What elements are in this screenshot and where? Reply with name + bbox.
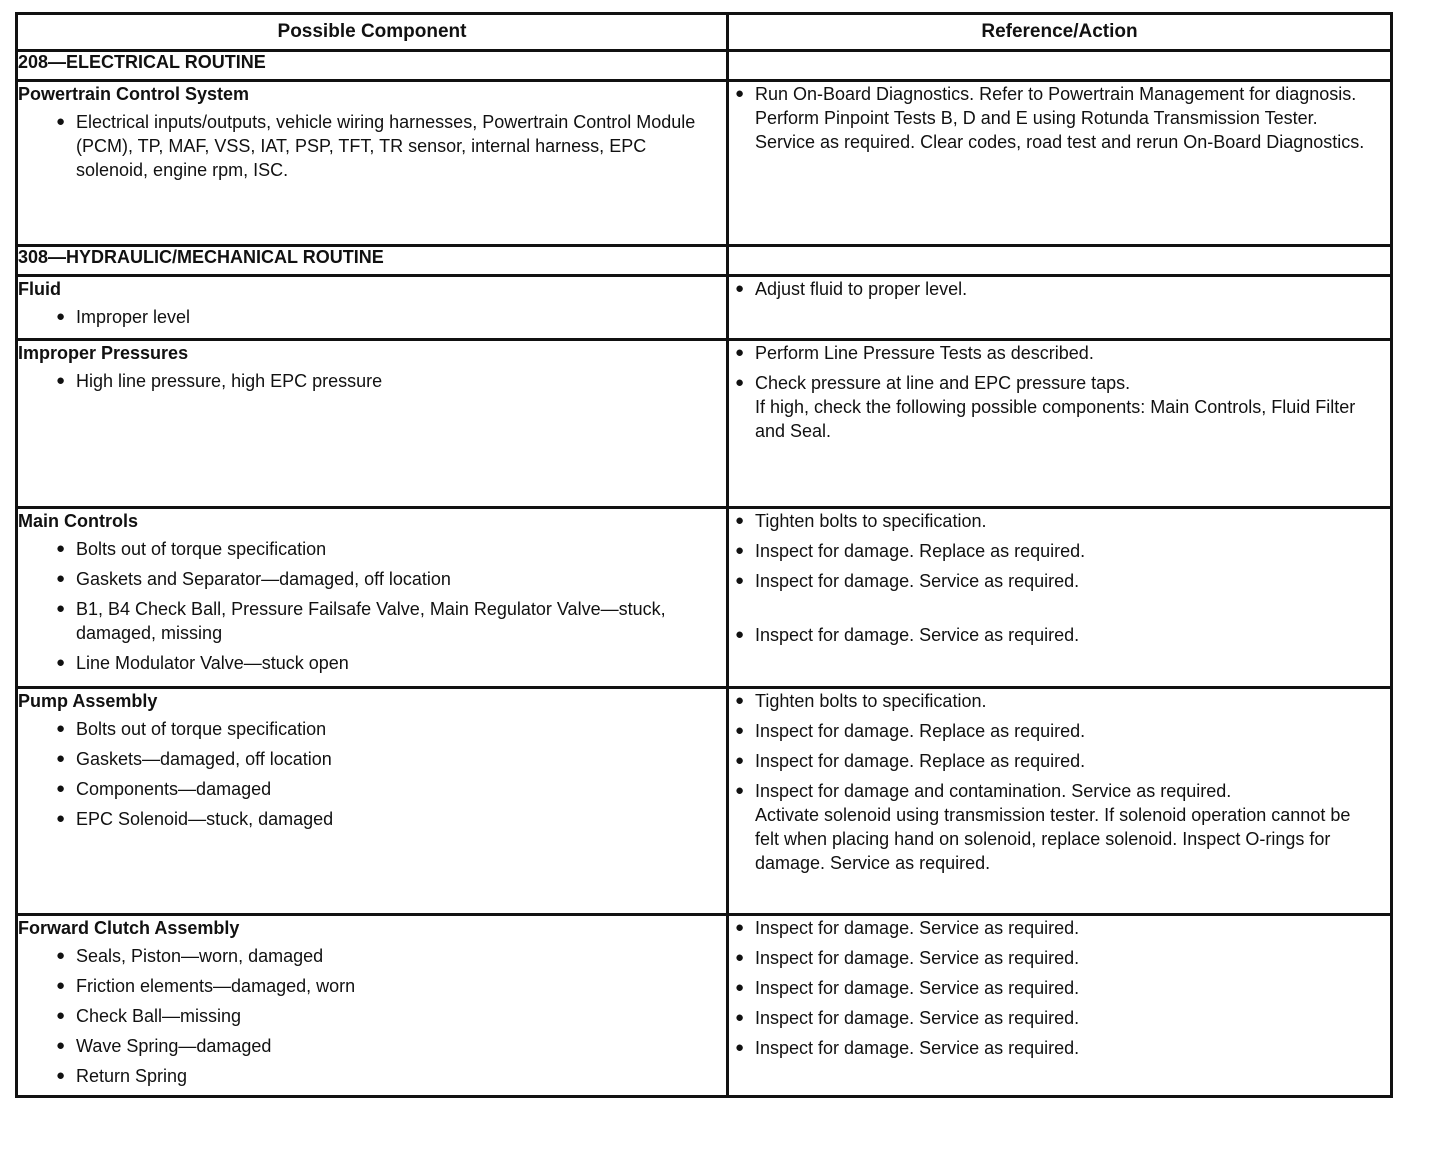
action-item: ● Check pressure at line and EPC pressure taps. xyxy=(729,371,1390,395)
action-cell xyxy=(728,81,1392,246)
component-cell xyxy=(17,81,728,246)
component-item: ● B1, B4 Check Ball, Pressure Failsafe Valve, Main Regulator Valve—stuck, damaged, missing xyxy=(18,597,726,645)
action-item: ● Inspect for damage. Service as required. xyxy=(729,976,1390,1000)
component-cell xyxy=(17,340,728,508)
action-item: ● Inspect for damage. Service as required. xyxy=(729,1006,1390,1030)
routine-empty-cell xyxy=(728,246,1392,276)
action-item: ● Inspect for damage. Service as required. xyxy=(729,623,1390,647)
action-item: ● Inspect for damage. Replace as required. xyxy=(729,539,1390,563)
routine-title-hydraulic: 308—HYDRAULIC/MECHANICAL ROUTINE xyxy=(17,246,728,276)
section-row-powertrain xyxy=(17,81,1392,246)
component-item: ● Gaskets—damaged, off location xyxy=(18,747,726,771)
component-item: ● Bolts out of torque specification xyxy=(18,717,726,741)
action-note: If high, check the following possible components: Main Controls, Fluid Filter and Seal. xyxy=(755,397,1356,441)
action-item: ● Inspect for damage. Service as required. xyxy=(729,916,1390,940)
action-item: ● Inspect for damage. Service as required. xyxy=(729,1036,1390,1060)
action-item: ● Inspect for damage. Service as required. xyxy=(729,946,1390,970)
action-cell xyxy=(728,915,1392,1097)
component-cell xyxy=(17,508,728,688)
section-row-forward-clutch xyxy=(17,915,1392,1097)
section-title: Powertrain Control System xyxy=(18,84,250,104)
component-item: ● Wave Spring—damaged xyxy=(18,1034,726,1058)
component-item: ● Electrical inputs/outputs, vehicle wiring harnesses, Powertrain Control Module (PCM), TP, MAF, VSS, IAT, PSP, TFT, TR sensor, internal harness, EPC solenoid, engine rpm, ISC. xyxy=(18,110,726,182)
action-item: ● Adjust fluid to proper level. xyxy=(729,277,1390,301)
routine-row-hydraulic xyxy=(17,246,1392,276)
component-item: ● High line pressure, high EPC pressure xyxy=(18,369,726,393)
routine-empty-cell xyxy=(728,51,1392,81)
component-cell xyxy=(17,276,728,340)
action-item: ● Run On-Board Diagnostics. Refer to Powertrain Management for diagnosis. Perform Pinpoint Tests B, D and E using Rotunda Transmission Tester. xyxy=(729,82,1390,130)
action-note: Activate solenoid using transmission tester. If solenoid operation cannot be felt when placing hand on solenoid, replace solenoid. Inspect O-rings for damage. Service as required. xyxy=(755,805,1351,873)
component-item: ● Friction elements—damaged, worn xyxy=(18,974,726,998)
action-item: ● Inspect for damage. Replace as required. xyxy=(729,719,1390,743)
section-row-main-controls xyxy=(17,508,1392,688)
component-item: ● Return Spring xyxy=(18,1064,726,1088)
action-cell xyxy=(728,688,1392,915)
component-item: ● Components—damaged xyxy=(18,777,726,801)
routine-row-electrical xyxy=(17,51,1392,81)
diagnosis-table xyxy=(15,12,1393,1098)
routine-title-electrical: 208—ELECTRICAL ROUTINE xyxy=(17,51,728,81)
component-item: ● Bolts out of torque specification xyxy=(18,537,726,561)
action-cell xyxy=(728,508,1392,688)
column-header-action: Reference/Action xyxy=(728,14,1392,51)
section-title: Main Controls xyxy=(18,511,138,531)
action-item: ● Tighten bolts to specification. xyxy=(729,689,1390,713)
section-title: Pump Assembly xyxy=(18,691,158,711)
component-item: ● Line Modulator Valve—stuck open xyxy=(18,651,726,675)
component-cell xyxy=(17,915,728,1097)
section-title: Forward Clutch Assembly xyxy=(18,918,240,938)
action-item: ● Inspect for damage and contamination. Service as required. xyxy=(729,779,1390,803)
section-title: Fluid xyxy=(18,279,61,299)
action-item: ● Inspect for damage. Service as required. xyxy=(729,569,1390,593)
component-item: ● EPC Solenoid—stuck, damaged xyxy=(18,807,726,831)
component-cell xyxy=(17,688,728,915)
section-row-fluid xyxy=(17,276,1392,340)
section-title: Improper Pressures xyxy=(18,343,189,363)
action-cell xyxy=(728,340,1392,508)
section-row-pressures xyxy=(17,340,1392,508)
component-item: ● Gaskets and Separator—damaged, off location xyxy=(18,567,726,591)
action-item: ● Perform Line Pressure Tests as described. xyxy=(729,341,1390,365)
component-item: ● Seals, Piston—worn, damaged xyxy=(18,944,726,968)
action-item: ● Inspect for damage. Replace as required. xyxy=(729,749,1390,773)
action-cell xyxy=(728,276,1392,340)
component-item: ● Check Ball—missing xyxy=(18,1004,726,1028)
header-row xyxy=(17,14,1392,51)
action-note: Service as required. Clear codes, road test and rerun On-Board Diagnostics. xyxy=(755,132,1365,152)
section-row-pump xyxy=(17,688,1392,915)
component-item: ● Improper level xyxy=(18,305,726,329)
column-header-component: Possible Component xyxy=(17,14,728,51)
action-item: ● Tighten bolts to specification. xyxy=(729,509,1390,533)
